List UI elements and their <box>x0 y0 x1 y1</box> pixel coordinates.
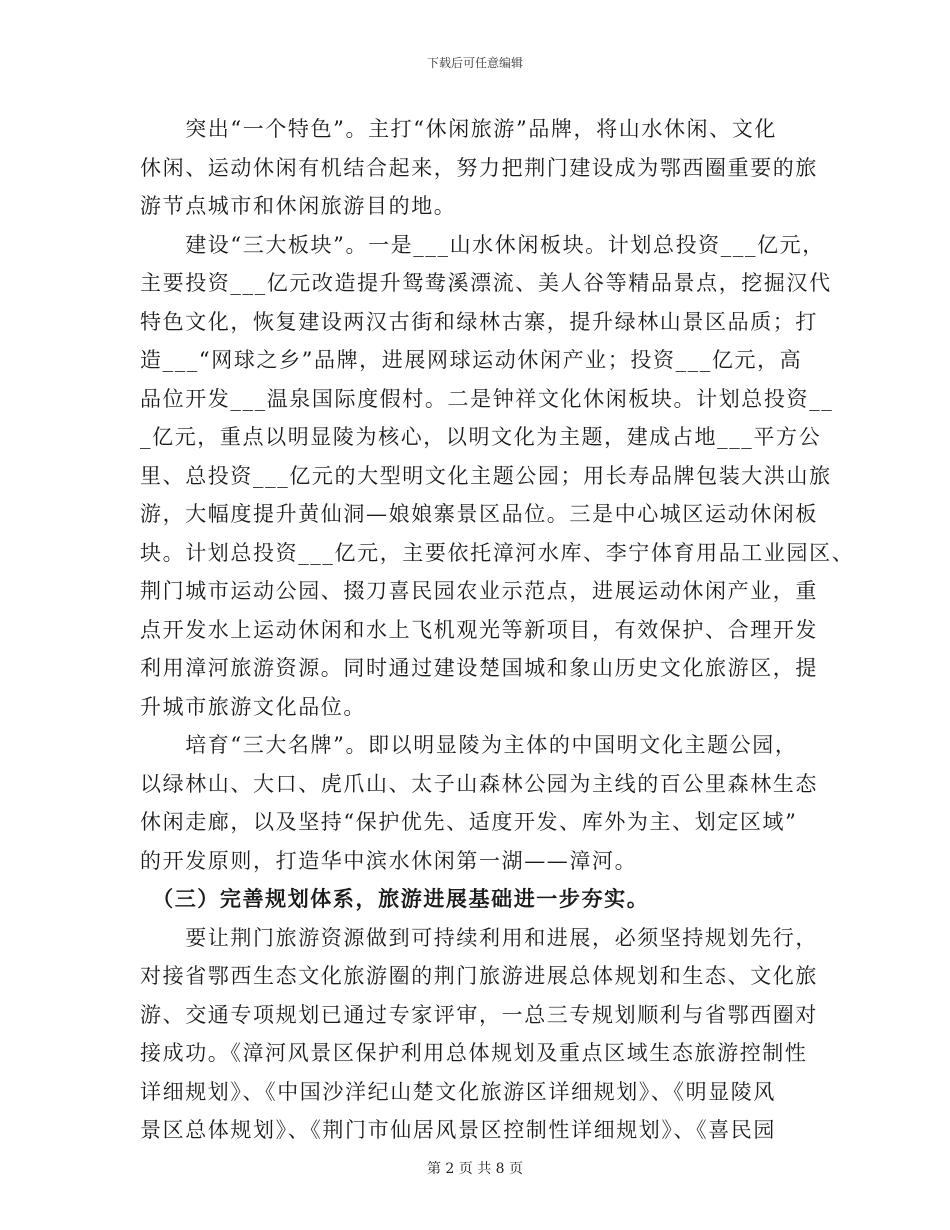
text-line: 的开发原则，打造华中滨水休闲第一湖——漳河。 <box>140 848 638 873</box>
text-line: 对接省鄂西生态文化旅游圈的荆门旅游进展总体规划和生态、文化旅 <box>140 964 818 988</box>
section-heading: （三）完善规划体系，旅游进展基础进一步夯实。 <box>140 886 650 911</box>
page-number-footer: 第 2 页 共 8 页 <box>426 1161 524 1177</box>
text-line: 造___“网球之乡”品牌，进展网球运动休闲产业；投资___亿元，高 <box>140 348 803 372</box>
text-line: 特色文化，恢复建设两汉古街和绿林古寨，提升绿林山景区品质；打 <box>140 309 818 334</box>
text-line: 块。计划总投资___亿元，主要依托漳河水库、李宁体育用品工业园区、 <box>140 540 855 565</box>
text-line: 详细规划》、《中国沙洋纪山楚文化旅游区详细规划》、《明显陵风 <box>140 1079 776 1104</box>
text-line: 景区总体规划》、《荆门市仙居风景区控制性详细规划》、《喜民园 <box>140 1118 776 1142</box>
text-line: 培育“三大名牌”。即以明显陵为主体的中国明文化主题公园， <box>140 733 798 757</box>
text-line: 以绿林山、大口、虎爪山、太子山森林公园为主线的百公里森林生态 <box>140 771 818 796</box>
text-line: 升城市旅游文化品位。 <box>140 694 366 719</box>
text-line: 游、交通专项规划已通过专家评审，一总三专规划顺利与省鄂西圈对 <box>140 1002 818 1027</box>
text-line: 游节点城市和休闲旅游目的地。 <box>140 194 457 218</box>
text-line: 休闲、运动休闲有机结合起来，努力把荆门建设成为鄂西圈重要的旅 <box>140 155 818 180</box>
text-line: 建设“三大板块”。一是___山水休闲板块。计划总投资___亿元， <box>140 232 825 257</box>
text-line: 荆门城市运动公园、掇刀喜民园农业示范点，进展运动休闲产业，重 <box>140 579 818 603</box>
text-line: 突出“一个特色”。主打“休闲旅游”品牌，将山水休闲、文化 <box>140 117 777 141</box>
text-line: _亿元，重点以明显陵为核心，以明文化为主题，建成占地___平方公 <box>140 425 822 449</box>
text-line: 主要投资___亿元改造提升鸳鸯溪漂流、美人谷等精品景点，挖掘汉代 <box>140 271 832 295</box>
text-line: 游，大幅度提升黄仙洞—娘娘寨景区品位。三是中心城区运动休闲板 <box>140 502 818 526</box>
body-paragraph-block <box>140 110 855 1150</box>
text-line: 接成功。《漳河风景区保护利用总体规划及重点区域生态旅游控制性 <box>140 1041 808 1065</box>
document-body <box>140 110 855 1150</box>
text-line: 休闲走廊，以及坚持“保护优先、适度开发、库外为主、划定区域” <box>140 810 798 834</box>
text-line: 点开发水上运动休闲和水上飞机观光等新项目，有效保护、合理开发 <box>140 617 818 642</box>
text-line: 品位开发___温泉国际度假村。二是钟祥文化休闲板块。计划总投资__ <box>140 386 834 411</box>
text-line: 里、总投资___亿元的大型明文化主题公园；用长寿品牌包装大洪山旅 <box>140 463 832 488</box>
page-header: 下载后可任意编辑 <box>426 56 523 70</box>
text-line: 利用漳河旅游资源。同时通过建设楚国城和象山历史文化旅游区，提 <box>140 656 818 680</box>
text-line: 要让荆门旅游资源做到可持续利用和进展，必须坚持规划先行， <box>140 925 818 950</box>
